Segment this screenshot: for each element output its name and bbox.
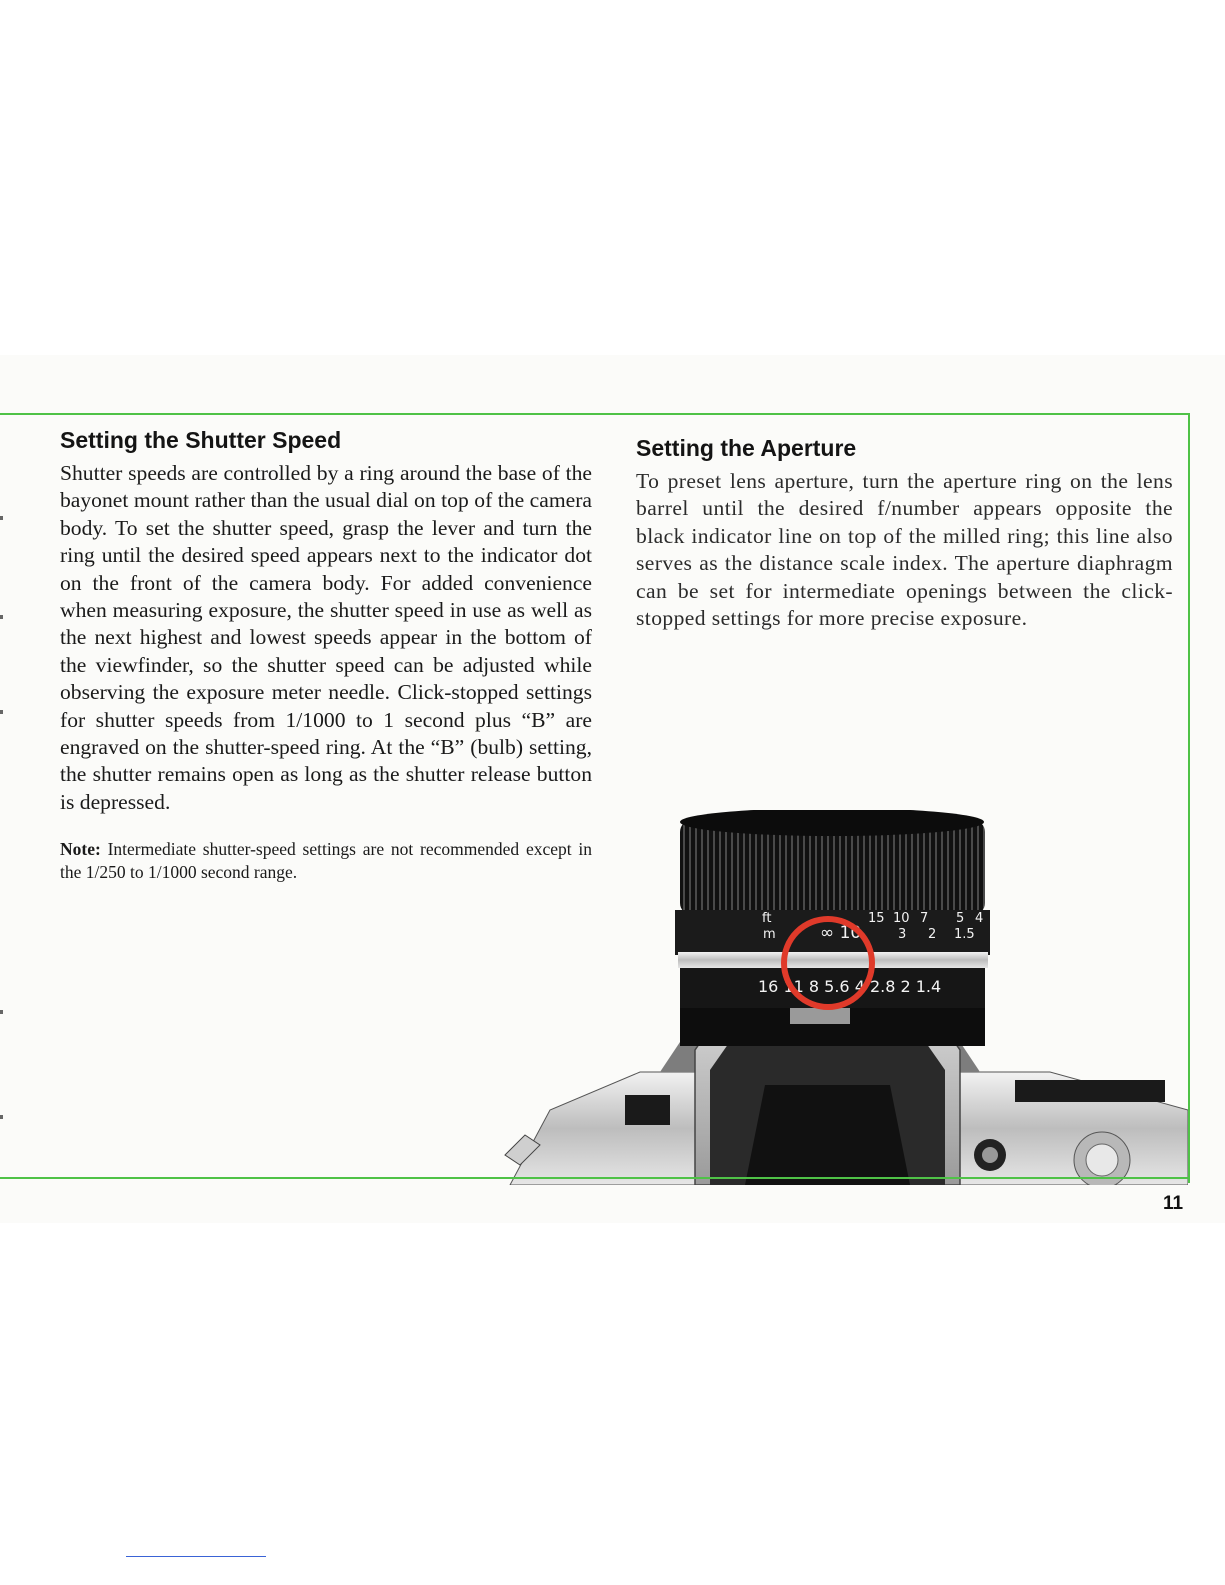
aperture-scale: 16 11 8 5.6 4 2.8 2 1.4 — [758, 977, 942, 996]
scale-m: m — [763, 927, 776, 942]
note-label: Note: — [60, 839, 101, 860]
top-rule — [0, 413, 1190, 415]
section-heading: Setting the Aperture — [636, 435, 857, 461]
scale-15: 15 — [868, 911, 885, 926]
aperture-body: To preset lens aperture, turn the aperture ring on the lens barrel until the desired f/number appears opposite the black indicator line on top of the milled ring; this line also serves as the distance scale index. The aperture diaphragm can be set for intermediate openings between the click-stopped settings for more precise exposure. — [636, 469, 1173, 631]
note-text: Intermediate shutter-speed settings are not recommended except in the 1/250 to 1/1000 second range. — [60, 839, 592, 883]
scale-infinity: ∞ 10 — [820, 923, 862, 943]
manual-page — [0, 355, 1225, 1223]
scale-ft: ft — [762, 911, 772, 926]
scale-7: 7 — [920, 911, 929, 926]
footer-link-underline — [126, 1556, 266, 1557]
page-number: 11 — [1163, 1193, 1184, 1214]
shutter-speed-body: Shutter speeds are controlled by a ring around the base of the bayonet mount rather than the usual dial on top of the camera body. To set the shutter speed, grasp the lever and turn the ring until the desired speed appears next to the indicator dot on the front of the camera body. For added convenience when measuring exposure, the shutter speed in use as well as the next highest and lowest speeds appear in the bottom of the viewfinder, so the shutter speed can be adjusted while observing the exposure meter needle. Click-stopped settings for shutter speeds from 1/1000 to 1 second plus “B” are engraved on the shutter-speed ring. At the “B” (bulb) setting, the shutter remains open as long as the shutter release button is depressed. — [60, 461, 592, 814]
scale-5: 5 — [956, 911, 965, 926]
scale-10: 10 — [893, 911, 910, 926]
baseline-rule — [0, 1177, 1190, 1179]
aperture-section — [636, 435, 1173, 632]
scale-1-5: 1.5 — [954, 927, 975, 942]
section-heading: Setting the Shutter Speed — [60, 427, 342, 453]
scale-3: 3 — [898, 927, 907, 942]
right-rule — [1188, 413, 1190, 1183]
scale-4: 4 — [975, 911, 984, 926]
scale-2: 2 — [928, 927, 937, 942]
camera-lens-photo — [490, 810, 1188, 1185]
